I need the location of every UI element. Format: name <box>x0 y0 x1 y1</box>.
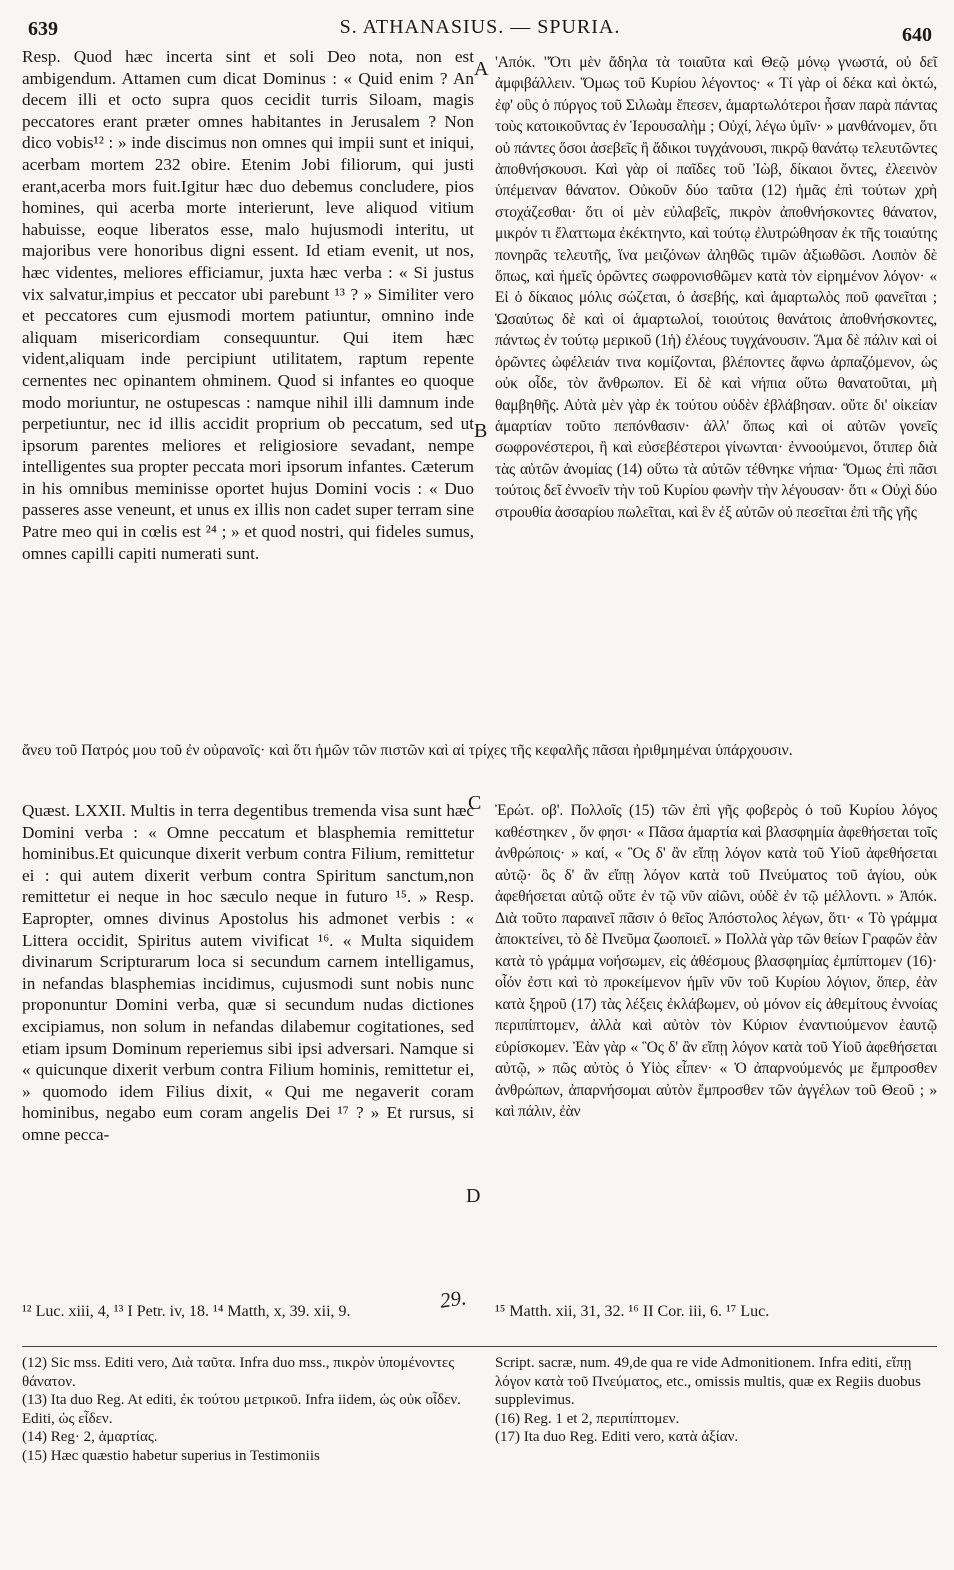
handwritten-annotation: 29. <box>438 1285 468 1313</box>
greek-paragraph: 'Απόκ. "Ότι μὲν ἄδηλα τὰ τοιαῦτα καὶ Θεῷ μόνῳ γνωστά, οὐ δεῖ ἀμφιβάλλειν. Ὅμως τοῦ Κυρίου λέγοντος· « Τί γὰρ οἱ δέκα καὶ ὀκτώ, ἐφ' οὓς ὁ πύργος τοῦ Σιλωὰμ ἔπεσεν, ἁμαρτωλότεροι ἦσαν παρὰ πάντας τοὺς κατοικοῦντας ἐν Ἱερουσαλὴμ ; Οὐχί, λέγω ὑμῖν· » μανθάνομεν, ὅτι οὐ πάντες ὅσοι ἀσεβεῖς ἢ ἄδικοι τυγχάνουσι, πικρῷ θανάτῳ τελευτῶντες ἀποθνήσκουσι. Καὶ γὰρ οἱ παῖδες τοῦ Ἰὼβ, δίκαιοι ὄντες, ἐλεεινὸν ὑπέμειναν θάνατον. Οὐκοῦν δύο ταῦτα (12) ἡμᾶς ἐπὶ τούτων χρὴ στοχάζεσθαι· ὅτι οἱ μὲν εὐλαβεῖς, πικρὸν ἀποθνήσκοντες θάνατον, μικρόν τι ἔλαττωμα ἐκέκτηντο, καὶ τούτῳ ἐλυτρώθησαν ἐκ τῆς τοιαύτης πονηρᾶς τελευτῆς, ἵνα μειζόνων ἀληθῶς τιμῶν ἀξιωθῶσι. Λοιπὸν δὲ ὅπως, καὶ ἡμεῖς ὁρῶντες σωφρονισθῶμεν κατὰ τὸν εἰρημένον λόγον· « Εἰ ὁ δίκαιος μόλις σώζεται, ὁ ἀσεβής, καὶ ἁμαρτωλὸς ποῦ φανεῖται ; Ὡσαύτως δὲ καὶ οἱ ἁμαρτωλοί, τοιούτοις θανάτοις ἀποθνήσκοντες, πάντως ἐν τούτῳ μερικοῦ (1ἡ) ἐλέους τυγχάνουσιν. Ἅμα δὲ πάλιν καὶ οἱ ὁρῶντες ὠφέλειάν τινα κομίζονται, βλέποντες ἄφνω ἁρπαζόμενον, ὡς οὐκ οἶδε, τὸν ἄνθρωπον. Εἰ δὲ καὶ νήπια οὕτω θανατοῦται, μὴ θαμβηθῆς. Αὐτὰ μὲν γὰρ ἐκ τούτου οὐδὲν ἐβλάβησαν. οὔτε δι' οἰκείαν ἁμαρτίαν τοῦτο πεπόνθασιν· ἀλλ' ὅπως καὶ οἱ αὐτῶν γονεῖς σωφρονέστεροι, ἢ καὶ εὐσεβέστεροι γίνωνται· ἐννοούμενοι, ὅτιπερ διὰ τὰς αὐτῶν ἀνομίας (14) οὕτω τὰ αὐτῶν τέθνηκε νήπια· Ὅμως ἐπὶ πᾶσι τούτοις δεῖ ἐννοεῖν τὴν τοῦ Κυρίου φωνὴν τὴν λέγουσαν· ὅτι « Οὐχὶ δύο στρουθία ἀσσαρίου πωλεῖται, καὶ ἓν ἐξ αὐτῶν οὐ πεσεῖται ἐπὶ τῆς γῆς <box>495 54 937 521</box>
greek-column-top <box>495 52 937 523</box>
latin-column-top <box>22 46 474 564</box>
margin-letter-c: C <box>468 792 482 814</box>
page-header <box>28 16 932 46</box>
notes-right <box>495 1354 937 1447</box>
latin-column-bottom <box>22 800 474 1146</box>
page-number-left: 639 <box>28 18 58 40</box>
note-17: (17) Ita duo Reg. Editi vero, κατὰ ἀξίαν. <box>495 1429 739 1445</box>
running-title: S. ATHANASIUS. — SPURIA. <box>339 16 621 38</box>
margin-letter-b: B <box>474 420 488 442</box>
note-15: (15) Hæc quæstio habetur superius in Testimoniis <box>22 1447 320 1464</box>
margin-letter-a: A <box>474 58 489 80</box>
greek-question-paragraph: Ἐρώτ. οβ'. Πολλοῖς (15) τῶν ἐπὶ γῆς φοβερὸς ὁ τοῦ Κυρίου λόγος καθέστηκεν , ὅν φησι· « Πᾶσα ἁμαρτία καὶ βλασφημία ἀφεθήσεται τοῖς ἀνθρώποις· » καί, « Ὃς δ' ἂν εἴπῃ λόγον κατὰ τοῦ Υἱοῦ ἀφεθήσεται αὐτῷ· ὃς δ' ἂν εἴπῃ λόγον κατὰ τοῦ Πνεύματος τοῦ ἁγίου, οὐκ ἀφεθήσεται αὐτῷ οὔτε ἐν τῷ νῦν αἰῶνι, οὐδὲ ἐν τῷ μέλλοντι. » Ἀπόκ. Διὰ τοῦτο παραινεῖ πᾶσιν ὁ θεῖος Ἀπόστολος λέγων, ὅτι· « Τὸ γράμμα ἀποκτείνει, τὸ δὲ Πνεῦμα ζωοποιεῖ. » Πολλὰ γὰρ τῶν θείων Γραφῶν ἐὰν κατὰ τὸ γράμμα νοήσωμεν, εἰς ἀθέσμους βλασφημίας ἐμπίπτομεν (16)· οἷόν ἐστι καὶ τὸ προκείμενον ἡμῖν νῦν τοῦ Κυρίου λόγιον, ὅπερ, ἐὰν κατὰ ξηροῦ (17) τὰς λέξεις ἐκλάβωμεν, οὐ μόνον εἰς ἀθεμίτους ἐννοίας περιπίπτομεν, ἀλλὰ καὶ αὐτὸν τὸν Κύριον ἐναντιούμενον ἑαυτῷ εὑρίσκομεν. Ἐὰν γὰρ « Ὃς δ' ἂν εἴπῃ λόγον κατὰ τοῦ Υἱοῦ ἀφεθήσεται αὐτῷ, » πῶς αὐτὸς ὁ Υἱὸς εἶπεν· « Ὁ ἀπαρνούμενός με ἔμπροσθεν ἀνθρώπων, ἀπαρνήσομαι αὐτὸν ἔμπροσθεν τῶν ἀγγέλων τοῦ Θεοῦ ; » καὶ πάλιν, ἐὰν <box>495 802 937 1120</box>
note-15-continued: Script. sacræ, num. 49,de qua re vide Admonitionem. Infra editi, εἴπῃ λόγον κατὰ τοῦ Πνεύματος, etc., omissis multis, quæ ex Regiis duobus supplevimus. <box>495 1355 921 1408</box>
page-number-right: 640 <box>902 24 932 46</box>
margin-letter-d: D <box>466 1185 481 1207</box>
greek-spanning-line: ἄνευ τοῦ Πατρός μου τοῦ ἐν οὐρανοῖς· καὶ ὅτι ἡμῶν τῶν πιστῶν καὶ αἱ τρίχες τῆς κεφαλῆς πᾶσαι ἠριθμημέναι ὑπάρχουσιν. <box>22 742 793 759</box>
note-14: (14) Reg· 2, ἁμαρτίας. <box>22 1429 158 1445</box>
greek-column-bottom <box>495 800 937 1123</box>
scripture-references-right: ¹⁵ Matth. xii, 31, 32. ¹⁶ II Cor. iii, 6. ¹⁷ Luc. <box>495 1303 770 1320</box>
scripture-references-left: ¹² Luc. xiii, 4, ¹³ I Petr. iv, 18. ¹⁴ Matth, x, 39. xii, 9. <box>22 1303 351 1320</box>
note-16: (16) Reg. 1 et 2, περιπίπτομεν. <box>495 1410 680 1427</box>
footnote-divider <box>22 1346 937 1347</box>
note-13: (13) Ita duo Reg. At editi, ἐκ τούτου μετρικοῦ. Infra iidem, ὡς οὐκ οἶδεν. Editi, ὡς εἶδεν. <box>22 1392 461 1427</box>
latin-question-paragraph: Quæst. LXXII. Multis in terra degentibus tremenda visa sunt hæc Domini verba : « Omne peccatum et blasphemia remittetur hominibus.Et quicunque dixerit verbum contra Filium, remittetur ei : qui autem dixerit verbum contra Spiritum sanctum,non remittetur ei neque in hoc sæculo neque in futuro ¹⁵. » Resp. Eapropter, omnes divinus Apostolus his admonet verbis : « Littera occidit, Spiritus autem vivificat ¹⁶. « Multa siquidem divinarum Scripturarum loca si secundum carnem intelligamus, in nefandas blasphemias incidimus, cujusmodi sunt nobis nunc proponuntur Domini verba, quæ si secundum nudas dictiones excipiamus, non solum in nefandas dilabemur cogitationes, sed etiam ipsum Dominum reperiemus sibi ipsi adversari. Namque si « quicunque dixerit verbum contra Filium hominis, remittetur ei, » quomodo idem Filius dixit, « Qui me negaverit coram hominibus, negabo eum coram angelis Dei ¹⁷ ? » Et rursus, si omne pecca- <box>22 801 474 1144</box>
note-12: (12) Sic mss. Editi vero, Διὰ ταῦτα. Infra duo mss., πικρὸν ὑπομένοντες θάνατον. <box>22 1355 455 1390</box>
latin-paragraph: Resp. Quod hæc incerta sint et soli Deo nota, non est ambigendum. Attamen cum dicat Dominus : « Quid enim ? An decem illi et octo supra quos cecidit turris Siloam, magis peccatores erant præter omnes habitantes in Jerusalem ? Non dico vobis¹² : » inde discimus non omnes qui impii sunt et iniqui, acerbam mortem 232 obire. Etenim Jobi filiorum, qui justi erant,acerba mors fuit.Igitur hæc duo debemus concludere, pios homines, qui acerba morte interierunt, leve aliquod vitium habuisse, eoque liberatos esse, malo hujusmodi interitu, ut majoribus vere honoribus digni essent. Id etiam evenit, ut nos, hæc videntes, meliores efficiamur, juxta hæc verba : « Si justus vix salvatur,impius et peccator ubi parebunt ¹³ ? » Similiter vero et peccatores cum ejusmodi mortem patiuntur, omnino inde aliquam misericordiam consequuntur. Qui item hæc vident,aliquam inde percipiunt utilitatem, raptum repente cernentes nec opinantem ohminem. Quod si infantes eo quoque modo moriuntur, ne ostupescas : namque nihil illi damnum inde perpetiuntur, nec id illis accidit proprium ob peccatum, sed ut ipsorum parentes meliores et religiosiore sevadant, nempe intelligentes sua propter peccata mori ipsorum infantes. Cæterum in his omnibus meminisse oportet hujus Domini vocis : « Duo passeres asse veneunt, et unus ex illis non cadet super terram sine Patre meo qui in cœlis est ²⁴ ; » et quod nostri, qui fideles sumus, omnes capilli capiti numerati sunt. <box>22 47 474 563</box>
notes-left <box>22 1354 474 1465</box>
